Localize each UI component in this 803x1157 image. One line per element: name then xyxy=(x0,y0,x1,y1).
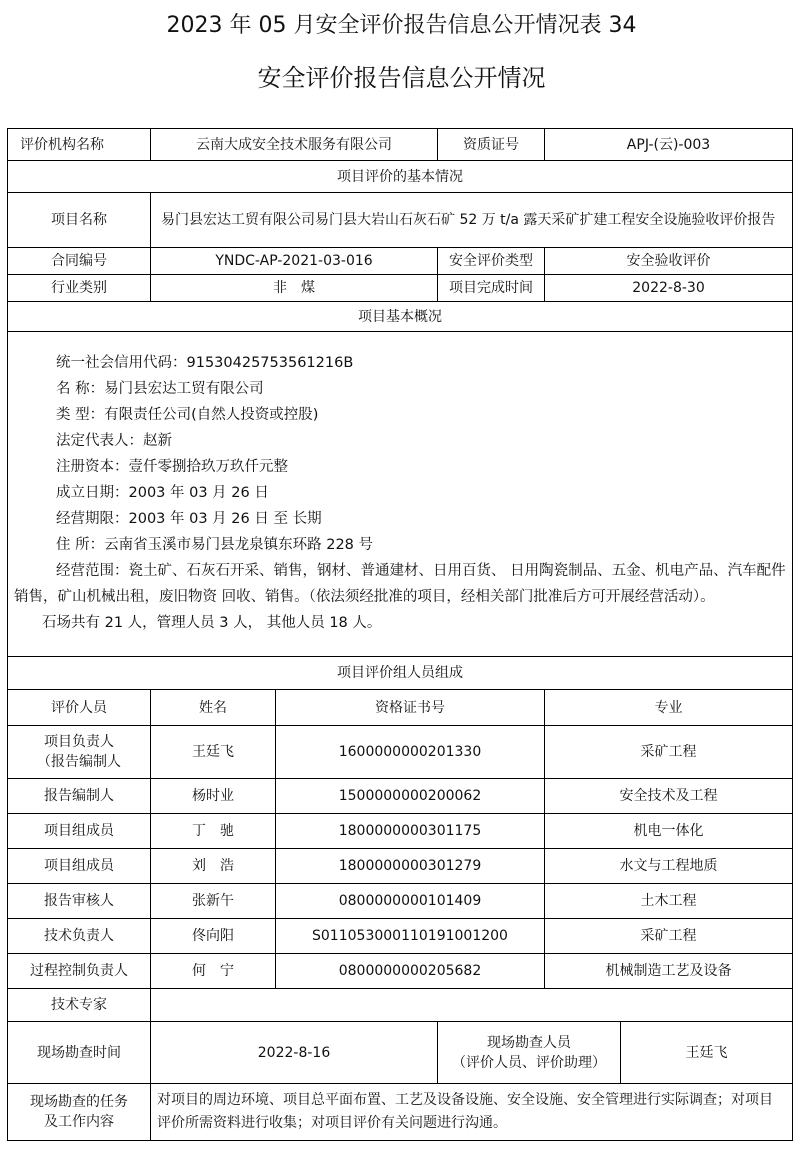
address: 住 所：云南省玉溪市易门县龙泉镇东环路 228 号 xyxy=(56,537,374,553)
member-cert: 0800000000101409 xyxy=(276,884,545,919)
header-major: 专业 xyxy=(545,690,793,726)
company-name: 名 称：易门县宏达工贸有限公司 xyxy=(56,381,264,397)
survey-time-value: 2022-8-16 xyxy=(151,1022,438,1084)
table-row xyxy=(8,884,793,919)
member-major: 安全技术及工程 xyxy=(545,779,793,814)
member-major: 采矿工程 xyxy=(545,919,793,954)
industry-value: 非 煤 xyxy=(151,275,438,302)
eval-type-label: 安全评价类型 xyxy=(438,248,545,275)
disclosure-table xyxy=(7,128,793,1141)
table-row xyxy=(8,954,793,989)
project-name-value: 易门县宏达工贸有限公司易门县大岩山石灰石矿 52 万 t/a 露天采矿扩建工程安全设施验收评价报告 xyxy=(151,193,793,248)
table-row xyxy=(8,726,793,779)
industry-label: 行业类别 xyxy=(8,275,151,302)
member-cert: 0800000000205682 xyxy=(276,954,545,989)
member-major: 机电一体化 xyxy=(545,814,793,849)
member-cert: 1800000000301279 xyxy=(276,849,545,884)
basic-info-heading: 项目评价的基本情况 xyxy=(8,161,793,193)
member-cert: 1800000000301175 xyxy=(276,814,545,849)
org-value: 云南大成安全技术服务有限公司 xyxy=(151,129,438,161)
cert-label: 资质证号 xyxy=(438,129,545,161)
header-name: 姓名 xyxy=(151,690,276,726)
expert-value xyxy=(151,989,793,1022)
member-role: 过程控制负责人 xyxy=(8,954,151,989)
table-row xyxy=(8,814,793,849)
staff-count: 石场共有 21 人，管理人员 3 人， 其他人员 18 人。 xyxy=(42,615,382,631)
member-major: 采矿工程 xyxy=(545,726,793,779)
finish-time-value: 2022-8-30 xyxy=(545,275,793,302)
member-name: 杨时业 xyxy=(151,779,276,814)
company-type: 类 型：有限责任公司(自然人投资或控股) xyxy=(56,407,319,423)
table-row xyxy=(8,779,793,814)
eval-type-value: 安全验收评价 xyxy=(545,248,793,275)
member-role: 项目负责人 （报告编制人 xyxy=(8,726,151,779)
member-role: 报告编制人 xyxy=(8,779,151,814)
company-overview xyxy=(8,332,793,657)
expert-label: 技术专家 xyxy=(8,989,151,1022)
survey-staff-label: 现场勘查人员 （评价人员、评价助理） xyxy=(438,1022,621,1084)
member-name: 佟向阳 xyxy=(151,919,276,954)
member-role: 项目组成员 xyxy=(8,849,151,884)
member-major: 水文与工程地质 xyxy=(545,849,793,884)
contract-label: 合同编号 xyxy=(8,248,151,275)
registered-capital: 注册资本：壹仟零捌拾玖万玖仟元整 xyxy=(56,459,288,475)
table-row xyxy=(8,919,793,954)
org-label: 评价机构名称 xyxy=(8,129,151,161)
member-role: 报告审核人 xyxy=(8,884,151,919)
survey-staff-value: 王廷飞 xyxy=(621,1022,793,1084)
member-cert: 1600000000201330 xyxy=(276,726,545,779)
member-name: 刘 浩 xyxy=(151,849,276,884)
business-term: 经营期限：2003 年 03 月 26 日 至 长期 xyxy=(56,511,322,527)
member-name: 王廷飞 xyxy=(151,726,276,779)
survey-time-label: 现场勘查时间 xyxy=(8,1022,151,1084)
project-name-label: 项目名称 xyxy=(8,193,151,248)
header-cert: 资格证书号 xyxy=(276,690,545,726)
credit-code: 统一社会信用代码：91530425753561216B xyxy=(56,355,354,371)
document-title: 2023 年 05 月安全评价报告信息公开情况表 34 xyxy=(166,13,637,38)
header-role: 评价人员 xyxy=(8,690,151,726)
document-subtitle: 安全评价报告信息公开情况 xyxy=(257,64,546,92)
member-cert: S011053000110191001200 xyxy=(276,919,545,954)
founded-date: 成立日期：2003 年 03 月 26 日 xyxy=(56,485,269,501)
member-cert: 1500000000200062 xyxy=(276,779,545,814)
survey-task-value: 对项目的周边环境、项目总平面布置、工艺及设备设施、安全设施、安全管理进行实际调查；对项目评价所需资料进行收集；对项目评价有关问题进行沟通。 xyxy=(151,1084,793,1141)
member-major: 机械制造工艺及设备 xyxy=(545,954,793,989)
member-role: 项目组成员 xyxy=(8,814,151,849)
finish-time-label: 项目完成时间 xyxy=(438,275,545,302)
table-row xyxy=(8,849,793,884)
member-name: 丁 驰 xyxy=(151,814,276,849)
member-name: 张新午 xyxy=(151,884,276,919)
member-major: 土木工程 xyxy=(545,884,793,919)
member-role: 技术负责人 xyxy=(8,919,151,954)
overview-heading: 项目基本概况 xyxy=(8,302,793,332)
contract-value: YNDC-AP-2021-03-016 xyxy=(151,248,438,275)
team-heading: 项目评价组人员组成 xyxy=(8,657,793,690)
business-scope: 经营范围：瓷土矿、石灰石开采、销售，钢材、普通建材、日用百货、 日用陶瓷制品、五金、机电产品、汽车配件销售，矿山机械出租，废旧物资 回收、销售。（依法须经批准的项目，经相关部门批准后方可开展经营活动）。 xyxy=(14,563,786,605)
member-name: 何 宁 xyxy=(151,954,276,989)
cert-value: APJ-(云)-003 xyxy=(545,129,793,161)
legal-representative: 法定代表人：赵新 xyxy=(56,433,172,449)
team-header-row xyxy=(8,690,793,726)
survey-task-label: 现场勘查的任务 及工作内容 xyxy=(8,1084,151,1141)
